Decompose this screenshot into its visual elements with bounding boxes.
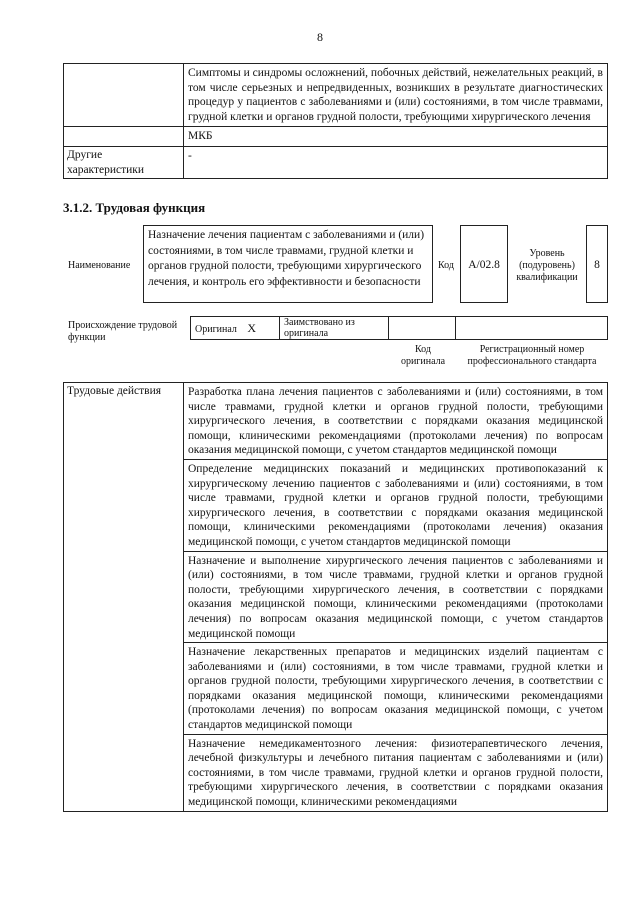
- name-label: Наименование: [68, 260, 131, 271]
- table-row: [64, 64, 608, 127]
- table-row: [64, 146, 608, 178]
- labor-action-item: Назначение и выполнение хирургического лечения пациентов с заболеваниями и (или) состояниями, в том числе травмами, грудной клетки и органов грудной полости, требующими хирургического лечения, в соответствии с порядками оказания медицинской помощи, клиническими рекомендациями (протоколами лечения) по вопросам оказания медицинской помощи, с учетом стандартов медицинской помощи: [184, 551, 608, 643]
- qualification-level-value: 8: [586, 225, 608, 303]
- table-row: [64, 383, 608, 460]
- labor-action-item: Назначение немедикаментозного лечения: физиотерапевтического лечения, лечебной физкультуры и лечебного питания пациентам с заболеваниями и (или) состояниями, в том числе травмами, грудной клетки и органов грудной полости, требующими хирургического лечения, в соответствии с порядками оказания медицинской помощи, клиническими рекомендациями: [184, 734, 608, 811]
- original-label: Оригинал: [195, 323, 237, 335]
- empty-label-cell: [64, 64, 184, 127]
- mkb-text: МКБ: [184, 127, 608, 147]
- other-characteristics-label: Другие характеристики: [64, 146, 184, 178]
- labor-action-item: Разработка плана лечения пациентов с заболеваниями и (или) состояниями, в том числе травмами, грудной клетки и органов грудной полости, требующими хирургического лечения, в соответствии с порядками оказания медицинской помощи, клиническими рекомендациями (протоколами лечения) по вопросам оказания медицинской помощи, с учетом стандартов медицинской помощи: [184, 383, 608, 460]
- empty-label-cell: [64, 127, 184, 147]
- original-mark: X: [247, 320, 257, 335]
- page-number: 8: [317, 30, 323, 44]
- labor-actions-table: [63, 382, 608, 812]
- original-cell: [191, 317, 280, 340]
- labor-actions-label: Трудовые действия: [64, 383, 184, 812]
- function-name-value: Назначение лечения пациентам с заболеваниями и (или) состояниями, в том числе травмами, грудной клетки и органов грудной полости, требующими хирургического лечения, и контроль его эффективности и безопасности: [143, 225, 433, 303]
- other-characteristics-value: -: [184, 146, 608, 178]
- labor-action-item: Назначение лекарственных препаратов и медицинских изделий пациентам с заболеваниями и (или) состояниями, в том числе травмами, грудной клетки и органов грудной полости, требующими хирургического лечения, в соответствии с порядками оказания медицинской помощи, клиническими рекомендациями (протоколами лечения) по вопросам оказания медицинской помощи, с учетом стандартов медицинской помощи: [184, 643, 608, 735]
- table-row: [191, 317, 608, 340]
- original-code-cell: [389, 317, 456, 340]
- function-code-value: A/02.8: [460, 225, 508, 303]
- original-code-caption: Код оригинала: [400, 344, 446, 367]
- code-label: Код: [438, 260, 454, 271]
- characteristics-table: [63, 63, 608, 179]
- section-title: 3.1.2. Трудовая функция: [63, 200, 206, 215]
- labor-action-item: Определение медицинских показаний и медицинских противопоказаний к хирургическому лечению пациентов с заболеваниями и (или) состояниями, в том числе травмами, грудной клетки и органов грудной полости, требующими хирургического лечения, в соответствии с порядками оказания медицинской помощи, клиническими рекомендациями (протоколами лечения) оказания медицинской помощи, с учетом стандартов медицинской помощи: [184, 459, 608, 551]
- table-row: [64, 127, 608, 147]
- registration-number-caption: Регистрационный номер профессионального стандарта: [467, 344, 597, 367]
- origin-label: Происхождение трудовой функции: [68, 320, 178, 343]
- origin-table: [190, 316, 608, 340]
- qualification-level-label: Уровень (подуровень) квалификации: [516, 248, 578, 283]
- borrowed-label: Заимствовано из оригинала: [280, 317, 389, 340]
- complication-text: Симптомы и синдромы осложнений, побочных действий, нежелательных реакций, в том числе серьезных и непредвиденных, возникших в результате диагностических процедур у пациентов с заболеваниями и (или) состояниями, в том числе травмами, грудной клетки и органов грудной полости, требующими хирургического лечения: [184, 64, 608, 127]
- registration-number-cell: [456, 317, 608, 340]
